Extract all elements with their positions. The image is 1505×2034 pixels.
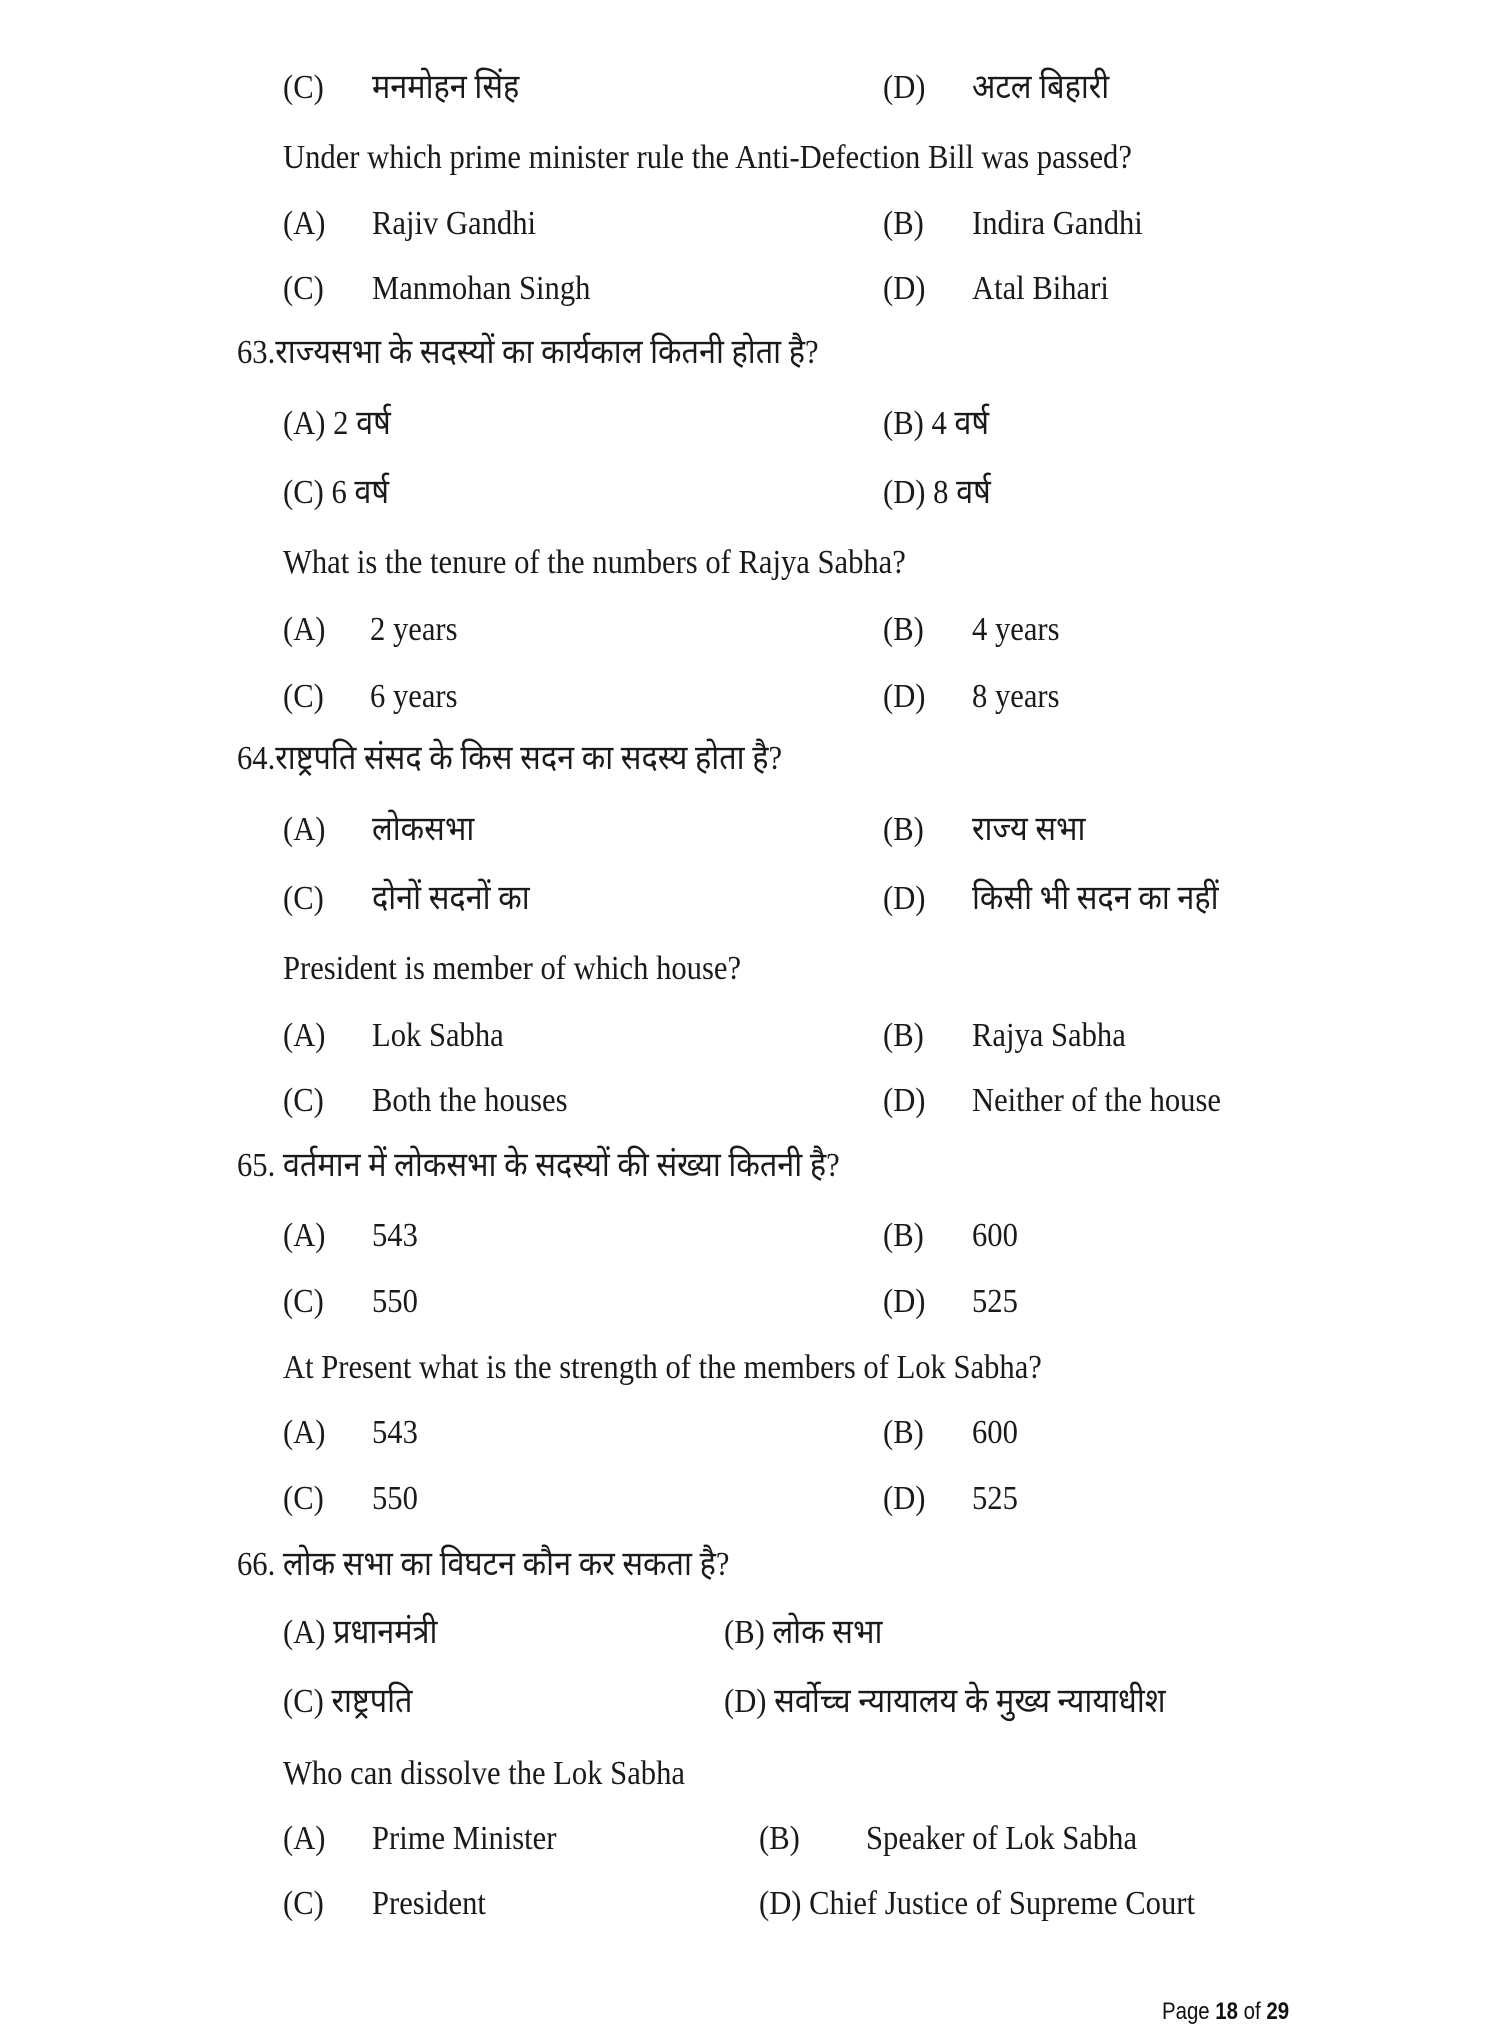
q63-hindi-option-c: (C) 6 वर्ष — [283, 474, 390, 511]
q62-hindi-option-c-label: (C) — [283, 69, 324, 106]
q63-option-b-label: (B) — [883, 611, 924, 648]
q64-hindi-option-b-label: (B) — [883, 811, 924, 848]
q65-hindi-option-b-text: 600 — [972, 1217, 1018, 1254]
q66-hindi-option-d: (D) सर्वोच्च न्यायालय के मुख्य न्यायाधीश — [724, 1683, 1166, 1720]
page-total: 29 — [1266, 1998, 1290, 2025]
q63-hindi-option-d: (D) 8 वर्ष — [883, 474, 991, 511]
q65-hindi-option-a-label: (A) — [283, 1217, 326, 1254]
q62-option-d-text: Atal Bihari — [972, 270, 1109, 307]
q62-hindi-option-d-text: अटल बिहारी — [972, 69, 1110, 106]
q65-hindi-option-c-text: 550 — [372, 1283, 418, 1320]
q63-option-c-label: (C) — [283, 678, 324, 715]
q62-option-c-text: Manmohan Singh — [372, 270, 591, 307]
q63-option-d-label: (D) — [883, 678, 926, 715]
q66-english-question: Who can dissolve the Lok Sabha — [283, 1755, 685, 1792]
q64-hindi-question: 64.राष्ट्रपति संसद के किस सदन का सदस्य होता है? — [237, 740, 783, 777]
q66-hindi-question: 66. लोक सभा का विघटन कौन कर सकता है? — [237, 1546, 730, 1583]
q63-english-question: What is the tenure of the numbers of Rajya Sabha? — [283, 544, 906, 581]
q65-hindi-option-a-text: 543 — [372, 1217, 418, 1254]
q62-hindi-option-d-label: (D) — [883, 69, 926, 106]
q65-option-b-label: (B) — [883, 1414, 924, 1451]
page-number-footer — [1162, 1998, 1289, 2026]
q62-option-a-text: Rajiv Gandhi — [372, 205, 537, 242]
q62-option-c-label: (C) — [283, 270, 324, 307]
page-prefix: Page — [1162, 1998, 1216, 2025]
q65-english-question: At Present what is the strength of the members of Lok Sabha? — [283, 1349, 1042, 1386]
q62-option-b-label: (B) — [883, 205, 924, 242]
page-current: 18 — [1215, 1998, 1239, 2025]
q65-hindi-option-c-label: (C) — [283, 1283, 324, 1320]
q66-option-a-text: Prime Minister — [372, 1820, 557, 1857]
q64-hindi-option-c-label: (C) — [283, 880, 324, 917]
q65-hindi-option-d-label: (D) — [883, 1283, 926, 1320]
q62-option-a-label: (A) — [283, 205, 326, 242]
q64-hindi-option-b-text: राज्य सभा — [972, 811, 1086, 848]
q64-option-d-text: Neither of the house — [972, 1082, 1221, 1119]
q65-option-c-label: (C) — [283, 1480, 324, 1517]
q65-hindi-question: 65. वर्तमान में लोकसभा के सदस्यों की संख्या कितनी है? — [237, 1147, 840, 1184]
q63-hindi-question: 63.राज्यसभा के सदस्यों का कार्यकाल कितनी होता है? — [237, 334, 819, 371]
q65-option-c-text: 550 — [372, 1480, 418, 1517]
q66-option-c-label: (C) — [283, 1885, 324, 1922]
q66-option-d: (D) Chief Justice of Supreme Court — [759, 1885, 1195, 1922]
q66-option-a-label: (A) — [283, 1820, 326, 1857]
q66-hindi-option-a: (A) प्रधानमंत्री — [283, 1614, 438, 1651]
q65-option-a-label: (A) — [283, 1414, 326, 1451]
q64-hindi-option-d-text: किसी भी सदन का नहीं — [972, 880, 1219, 917]
q64-option-a-text: Lok Sabha — [372, 1017, 504, 1054]
q65-option-d-text: 525 — [972, 1480, 1018, 1517]
q64-option-c-text: Both the houses — [372, 1082, 568, 1119]
q65-hindi-option-d-text: 525 — [972, 1283, 1018, 1320]
q64-option-c-label: (C) — [283, 1082, 324, 1119]
q65-option-b-text: 600 — [972, 1414, 1018, 1451]
q66-option-b-label: (B) — [759, 1820, 800, 1857]
q64-english-question: President is member of which house? — [283, 950, 742, 987]
q62-hindi-option-c-text: मनमोहन सिंह — [372, 69, 520, 106]
q64-option-b-label: (B) — [883, 1017, 924, 1054]
q66-option-c-text: President — [372, 1885, 486, 1922]
q64-hindi-option-a-label: (A) — [283, 811, 326, 848]
q64-option-b-text: Rajya Sabha — [972, 1017, 1126, 1054]
q65-option-d-label: (D) — [883, 1480, 926, 1517]
q64-hindi-option-d-label: (D) — [883, 880, 926, 917]
q65-option-a-text: 543 — [372, 1414, 418, 1451]
q63-option-a-text: 2 years — [370, 611, 458, 648]
q63-option-c-text: 6 years — [370, 678, 458, 715]
q66-option-b-text: Speaker of Lok Sabha — [866, 1820, 1138, 1857]
q64-option-a-label: (A) — [283, 1017, 326, 1054]
q64-hindi-option-c-text: दोनों सदनों का — [372, 880, 530, 917]
q63-option-b-text: 4 years — [972, 611, 1060, 648]
q63-option-d-text: 8 years — [972, 678, 1060, 715]
page-of: of — [1238, 1998, 1267, 2025]
q63-hindi-option-a: (A) 2 वर्ष — [283, 405, 391, 442]
q63-option-a-label: (A) — [283, 611, 326, 648]
q62-option-d-label: (D) — [883, 270, 926, 307]
q65-hindi-option-b-label: (B) — [883, 1217, 924, 1254]
q64-hindi-option-a-text: लोकसभा — [372, 811, 475, 848]
q66-hindi-option-b: (B) लोक सभा — [724, 1614, 883, 1651]
q66-hindi-option-c: (C) राष्ट्रपति — [283, 1683, 413, 1720]
q63-hindi-option-b: (B) 4 वर्ष — [883, 405, 990, 442]
q62-english-question: Under which prime minister rule the Anti-Defection Bill was passed? — [283, 139, 1132, 176]
q64-option-d-label: (D) — [883, 1082, 926, 1119]
q62-option-b-text: Indira Gandhi — [972, 205, 1143, 242]
